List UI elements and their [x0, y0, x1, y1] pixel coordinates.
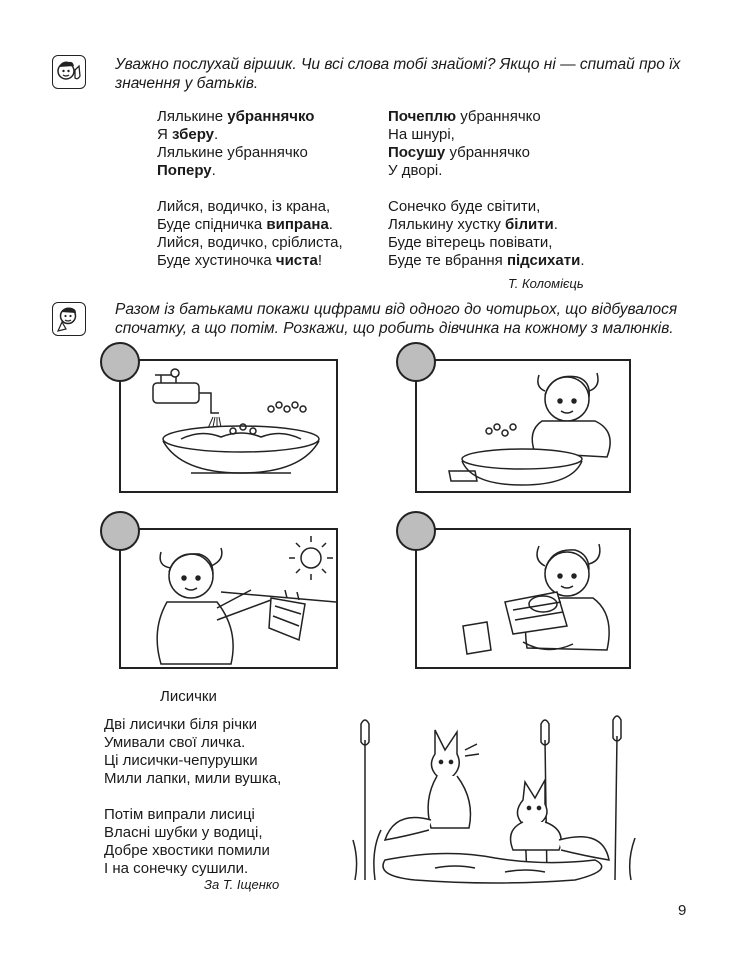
poem-right-stanza-2 — [388, 198, 638, 270]
poem-line: Потім випрали лисиці — [104, 806, 255, 823]
poem-line: Мили лапки, мили вушка, — [104, 770, 282, 787]
poem2-body — [104, 716, 364, 878]
poem2-stanza-1 — [104, 716, 364, 788]
poem-line: Дві лисички біля річки — [104, 716, 257, 733]
poem-left-stanza-2 — [157, 198, 377, 270]
poem-right-stanza-1 — [388, 108, 638, 180]
poem-line: Я зберу. — [157, 126, 219, 143]
poem-line: І на сонечку сушили. — [104, 860, 249, 877]
task1-instruction: Уважно послухай віршик. Чи всі слова тобі знайомі? Якщо ні — спитай про їх значення у батьків. — [115, 56, 681, 92]
child-thinking-icon — [52, 302, 86, 336]
poem-line: Добре хвостики помили — [104, 842, 270, 859]
order-number-circle-4[interactable] — [396, 511, 436, 551]
poem-line: Лялькине убраннячко — [157, 144, 308, 161]
task2-instruction: Разом із батьками покажи цифрами від одного до чотирьох, що відбувалося спочатку, а що потім. Розкажи, що робить дівчинка на кожному з малюнків. — [115, 301, 678, 337]
poem-line: Лийся, водичко, із крана, — [157, 198, 331, 215]
poem-line: Почеплю убраннячко — [388, 108, 541, 125]
poem2-author: За Т. Іщенко — [204, 877, 280, 892]
poem-line: Лялькину хустку білити. — [388, 216, 558, 233]
poem-line: Сонечко буде світити, — [388, 198, 541, 215]
poem2-stanza-2 — [104, 806, 364, 878]
picture-girl-hanging-laundry — [119, 528, 338, 669]
poem-line: Буде спідничка випрана. — [157, 216, 333, 233]
picture-girl-folding-laundry — [415, 528, 631, 669]
poem-line: Лялькине убраннячко — [157, 108, 315, 125]
page-number: 9 — [678, 902, 687, 919]
poem-left-column — [157, 108, 377, 270]
poem-line: Поперу. — [157, 162, 216, 179]
poem-line: Буде вітерець повівати, — [388, 234, 553, 251]
poem-line: Лийся, водичко, сріблиста, — [157, 234, 343, 251]
poem-author: Т. Коломієць — [508, 276, 584, 291]
poem-left-stanza-1 — [157, 108, 377, 180]
poem-line: Ці лисички-чепурушки — [104, 752, 258, 769]
order-number-circle-3[interactable] — [100, 511, 140, 551]
poem2-title: Лисички — [160, 688, 217, 705]
poem-right-column — [388, 108, 638, 270]
poem-line: Буде хустиночка чиста! — [157, 252, 323, 269]
poem-line: Власні шубки у водиці, — [104, 824, 263, 841]
poem-line: На шнурі, — [388, 126, 455, 143]
poem-line: Посушу убраннячко — [388, 144, 530, 161]
child-listening-icon — [52, 55, 86, 89]
order-number-circle-2[interactable] — [396, 342, 436, 382]
poem-line: Буде те вбрання підсихати. — [388, 252, 585, 269]
poem-line: У дворі. — [388, 162, 443, 179]
picture-two-foxes-by-river — [345, 710, 645, 890]
picture-girl-washing — [415, 359, 631, 493]
order-number-circle-1[interactable] — [100, 342, 140, 382]
picture-tap-and-basin — [119, 359, 338, 493]
poem-line: Умивали свої личка. — [104, 734, 246, 751]
